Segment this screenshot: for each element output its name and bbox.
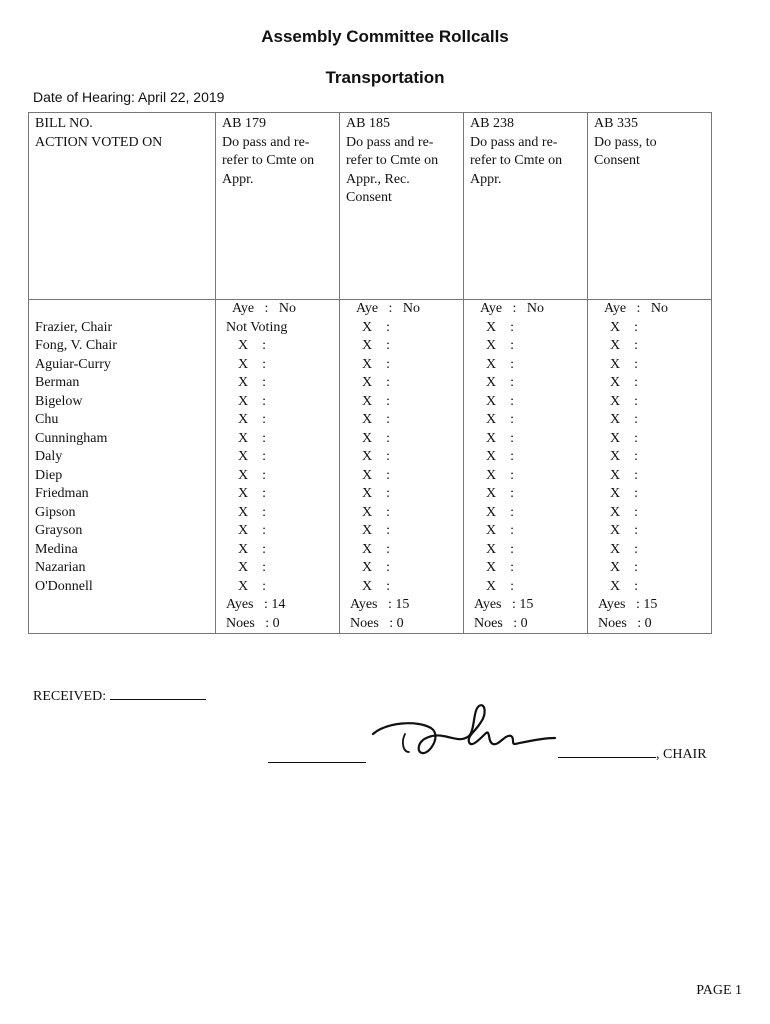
member-name: Berman — [29, 374, 216, 393]
aye-no-label: Aye : No — [588, 300, 712, 319]
vote-cell: X : — [216, 485, 340, 504]
noes-total: Noes : 0 — [588, 615, 712, 634]
member-row — [29, 319, 712, 338]
vote-cell: X : — [216, 356, 340, 375]
vote-cell: Not Voting — [216, 319, 340, 338]
aye-no-header-row — [29, 300, 712, 319]
aye-no-label: Aye : No — [340, 300, 464, 319]
received-blank — [110, 687, 206, 700]
member-name: Nazarian — [29, 559, 216, 578]
vote-cell: X : — [340, 319, 464, 338]
member-row — [29, 430, 712, 449]
bill-number: AB 185 — [346, 116, 390, 131]
member-row — [29, 337, 712, 356]
bill-action: Do pass and re-refer to Cmte on Appr., Rec. Consent — [346, 134, 439, 205]
vote-cell: X : — [340, 337, 464, 356]
chair-signature — [365, 700, 560, 762]
vote-cell: X : — [588, 430, 712, 449]
document-title: Assembly Committee Rollcalls — [261, 27, 509, 46]
vote-cell: X : — [588, 467, 712, 486]
bill-header-cell — [464, 113, 588, 300]
vote-cell: X : — [340, 430, 464, 449]
noes-total: Noes : 0 — [340, 615, 464, 634]
noes-total: Noes : 0 — [464, 615, 588, 634]
vote-cell: X : — [464, 319, 588, 338]
vote-cell: X : — [464, 374, 588, 393]
vote-cell: X : — [464, 356, 588, 375]
vote-cell: X : — [588, 356, 712, 375]
bill-action: Do pass and re-refer to Cmte on Appr. — [470, 134, 563, 187]
vote-cell: X : — [464, 337, 588, 356]
vote-cell: X : — [216, 504, 340, 523]
vote-cell: X : — [588, 448, 712, 467]
member-name: Cunningham — [29, 430, 216, 449]
chair-blank — [558, 745, 656, 758]
empty-cell — [29, 596, 216, 615]
vote-cell: X : — [464, 411, 588, 430]
row-header-cell — [29, 113, 216, 300]
vote-cell: X : — [216, 448, 340, 467]
vote-cell: X : — [464, 430, 588, 449]
vote-cell: X : — [588, 393, 712, 412]
member-row — [29, 356, 712, 375]
vote-cell: X : — [340, 448, 464, 467]
committee-name: Transportation — [325, 68, 445, 87]
vote-cell: X : — [464, 504, 588, 523]
bill-no-label: BILL NO. — [35, 116, 93, 131]
vote-cell: X : — [464, 559, 588, 578]
aye-no-label: Aye : No — [216, 300, 340, 319]
vote-cell: X : — [464, 448, 588, 467]
vote-cell: X : — [216, 393, 340, 412]
bill-header-cell — [340, 113, 464, 300]
vote-cell: X : — [216, 374, 340, 393]
signature-stroke — [373, 705, 555, 753]
vote-cell: X : — [464, 578, 588, 597]
vote-cell: X : — [216, 467, 340, 486]
member-name: Friedman — [29, 485, 216, 504]
ayes-total: Ayes : 15 — [588, 596, 712, 615]
bill-action: Do pass and re-refer to Cmte on Appr. — [222, 134, 315, 187]
member-row — [29, 411, 712, 430]
bill-header-cell — [588, 113, 712, 300]
ayes-total: Ayes : 15 — [340, 596, 464, 615]
received-line — [33, 687, 206, 705]
signature-blank — [268, 752, 366, 763]
totals-row — [29, 615, 712, 634]
vote-cell: X : — [340, 411, 464, 430]
member-row — [29, 393, 712, 412]
vote-cell: X : — [464, 522, 588, 541]
vote-cell: X : — [464, 541, 588, 560]
vote-cell: X : — [340, 393, 464, 412]
vote-cell: X : — [216, 430, 340, 449]
ayes-total: Ayes : 14 — [216, 596, 340, 615]
received-label: RECEIVED: — [33, 689, 107, 704]
member-name: Aguiar-Curry — [29, 356, 216, 375]
chair-label: , CHAIR — [656, 747, 707, 762]
vote-cell: X : — [588, 578, 712, 597]
vote-cell: X : — [588, 559, 712, 578]
vote-cell: X : — [464, 393, 588, 412]
vote-cell: X : — [340, 578, 464, 597]
member-row — [29, 448, 712, 467]
vote-cell: X : — [588, 337, 712, 356]
member-name: Diep — [29, 467, 216, 486]
member-name: Medina — [29, 541, 216, 560]
member-name: Gipson — [29, 504, 216, 523]
vote-cell: X : — [216, 578, 340, 597]
vote-cell: X : — [340, 467, 464, 486]
hearing-date: Date of Hearing: April 22, 2019 — [33, 89, 225, 105]
chair-line — [558, 745, 707, 763]
vote-cell: X : — [340, 504, 464, 523]
vote-cell: X : — [340, 541, 464, 560]
bill-number: AB 179 — [222, 116, 266, 131]
ayes-total: Ayes : 15 — [464, 596, 588, 615]
empty-cell — [29, 300, 216, 319]
vote-cell: X : — [340, 522, 464, 541]
member-name: Grayson — [29, 522, 216, 541]
bill-header-row — [29, 113, 712, 300]
vote-cell: X : — [588, 411, 712, 430]
vote-cell: X : — [588, 504, 712, 523]
aye-no-label: Aye : No — [464, 300, 588, 319]
member-name: Frazier, Chair — [29, 319, 216, 338]
vote-cell: X : — [216, 411, 340, 430]
vote-cell: X : — [216, 541, 340, 560]
vote-cell: X : — [588, 485, 712, 504]
vote-cell: X : — [216, 559, 340, 578]
vote-cell: X : — [340, 356, 464, 375]
vote-cell: X : — [340, 485, 464, 504]
bill-header-cell — [216, 113, 340, 300]
noes-total: Noes : 0 — [216, 615, 340, 634]
member-row — [29, 467, 712, 486]
member-row — [29, 485, 712, 504]
totals-row — [29, 596, 712, 615]
rollcall-table — [28, 112, 712, 634]
page-number: PAGE 1 — [696, 983, 742, 998]
member-name: Daly — [29, 448, 216, 467]
action-voted-on-label: ACTION VOTED ON — [35, 134, 163, 150]
member-name: Chu — [29, 411, 216, 430]
signature-flourish — [403, 734, 409, 752]
vote-cell: X : — [464, 467, 588, 486]
member-row — [29, 504, 712, 523]
bill-number: AB 238 — [470, 116, 514, 131]
vote-cell: X : — [340, 559, 464, 578]
vote-cell: X : — [216, 522, 340, 541]
empty-cell — [29, 615, 216, 634]
member-row — [29, 374, 712, 393]
vote-cell: X : — [216, 337, 340, 356]
bill-action: Do pass, to Consent — [594, 134, 657, 168]
member-name: O'Donnell — [29, 578, 216, 597]
member-row — [29, 541, 712, 560]
vote-cell: X : — [588, 522, 712, 541]
vote-cell: X : — [340, 374, 464, 393]
member-row — [29, 522, 712, 541]
member-row — [29, 559, 712, 578]
member-row — [29, 578, 712, 597]
member-name: Fong, V. Chair — [29, 337, 216, 356]
member-name: Bigelow — [29, 393, 216, 412]
vote-cell: X : — [588, 374, 712, 393]
bill-number: AB 335 — [594, 116, 638, 131]
vote-cell: X : — [464, 485, 588, 504]
vote-cell: X : — [588, 319, 712, 338]
vote-cell: X : — [588, 541, 712, 560]
